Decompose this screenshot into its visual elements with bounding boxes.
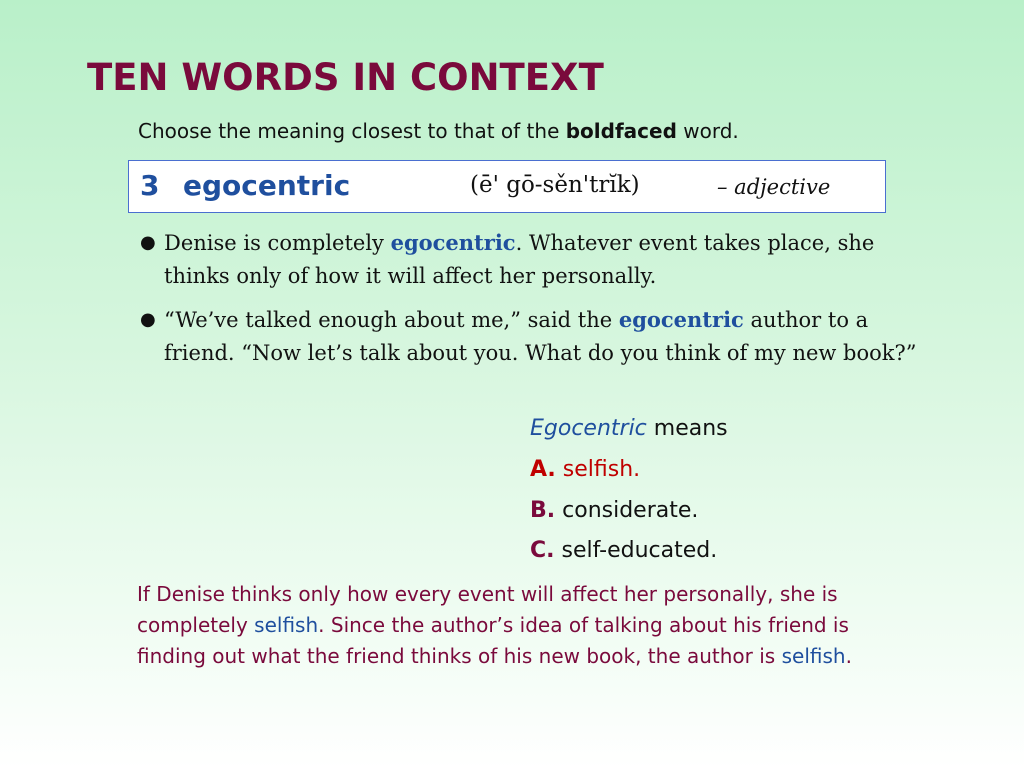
explanation-part-3: . xyxy=(845,644,852,668)
answer-explanation xyxy=(137,579,897,672)
choice-c[interactable] xyxy=(530,538,717,563)
page-title: TEN WORDS IN CONTEXT xyxy=(87,56,604,99)
choice-letter: A. xyxy=(530,457,556,482)
question-suffix: means xyxy=(646,416,728,441)
example-sentence-2 xyxy=(140,303,920,370)
vocabulary-word: egocentric xyxy=(183,169,351,202)
instruction-before: Choose the meaning closest to that of the xyxy=(138,119,566,143)
sentence-text xyxy=(164,226,920,293)
vocabulary-word-box xyxy=(128,160,886,213)
explanation-part-1: If Denise thinks only how every event will affect her personally, she is completely xyxy=(137,582,838,637)
choice-a[interactable] xyxy=(530,457,640,482)
choice-text: selfish. xyxy=(555,457,641,482)
sentence-after: . Whatever event takes place, she thinks only of how it will affect her personally. xyxy=(164,231,875,288)
pronunciation: (ē' gō-sěn'trĭk) xyxy=(470,172,640,198)
choice-text: considerate. xyxy=(555,498,699,523)
choice-b[interactable] xyxy=(530,498,698,523)
sentence-text xyxy=(164,303,920,370)
explanation-highlight-2: selfish xyxy=(781,644,846,668)
example-sentence-1 xyxy=(140,226,920,293)
bullet-icon: ● xyxy=(140,309,156,330)
instruction-text xyxy=(138,119,739,143)
word-number: 3 xyxy=(140,169,160,202)
part-of-speech: – adjective xyxy=(717,175,831,199)
question-prompt xyxy=(530,416,728,441)
question-word: Egocentric xyxy=(530,416,647,441)
sentence-before: “We’ve talked enough about me,” said the xyxy=(164,308,619,332)
choice-text: self-educated. xyxy=(554,538,718,563)
sentence-keyword: egocentric xyxy=(618,307,744,332)
instruction-after: word. xyxy=(676,119,739,143)
choice-letter: B. xyxy=(530,498,556,523)
sentence-before: Denise is completely xyxy=(164,231,391,255)
sentence-keyword: egocentric xyxy=(390,230,516,255)
sentence-after: author to a friend. “Now let’s talk about you. What do you think of my new book?” xyxy=(164,308,917,365)
explanation-highlight-1: selfish xyxy=(254,613,319,637)
choice-letter: C. xyxy=(530,538,555,563)
instruction-bold: boldfaced xyxy=(565,119,677,143)
bullet-icon: ● xyxy=(140,232,156,253)
explanation-part-2: . Since the author’s idea of talking about his friend is finding out what the friend thinks of his new book, the author is xyxy=(137,613,849,668)
